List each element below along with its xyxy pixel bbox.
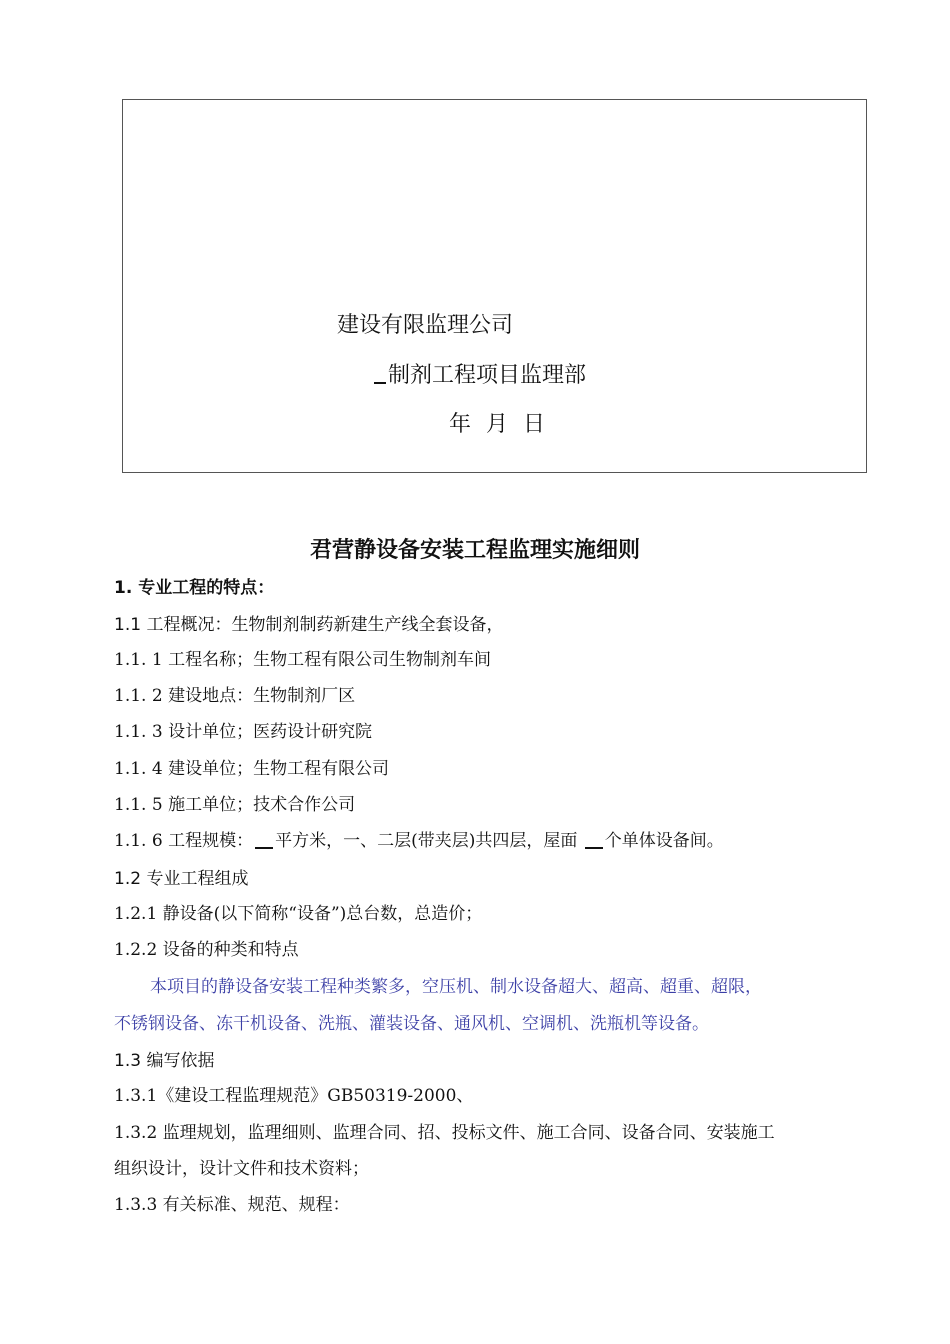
item-1-2-1: 1.2.1 静设备(以下简称“设备”)总台数，总造价； xyxy=(114,904,483,924)
heading-1-2: 1.2 专业工程组成 xyxy=(114,869,249,889)
cover-department xyxy=(374,362,586,390)
item-1-1-2: 1.1. 2 建设地点：生物制剂厂区 xyxy=(114,686,356,706)
item-1-3-2-cont: 组织设计，设计文件和技术资料； xyxy=(114,1159,369,1179)
blank-underline xyxy=(255,829,273,849)
cover-company: 建设有限监理公司 xyxy=(337,313,514,338)
item-1-1-6-end: 个单体设备间。 xyxy=(604,831,724,851)
paragraph-line-2: 不锈钢设备、冻干机设备、洗瓶、灌装设备、通风机、空调机、洗瓶机等设备。 xyxy=(114,1014,709,1034)
item-1-3-3: 1.3.3 有关标准、规范、规程： xyxy=(114,1195,350,1215)
paragraph-line-1: 本项目的静设备安装工程种类繁多，空压机、制水设备超大、超高、超重、超限， xyxy=(150,977,762,997)
item-1-1-6-label: 1.1. 6 工程规模： xyxy=(114,831,254,851)
heading-1: 1. 专业工程的特点： xyxy=(114,578,275,598)
item-1-1-4: 1.1. 4 建设单位；生物工程有限公司 xyxy=(114,759,390,779)
heading-1-3: 1.3 编写依据 xyxy=(114,1051,215,1071)
item-1-3-2: 1.3.2 监理规划，监理细则、监理合同、招、投标文件、施工合同、设备合同、安装施工 xyxy=(114,1123,775,1143)
item-1-3-1: 1.3.1《建设工程监理规范》GB50319-2000、 xyxy=(114,1086,474,1106)
blank-underline xyxy=(374,362,386,384)
item-1-1-6 xyxy=(114,829,724,853)
item-1-1-6-text: 平方米，一、二层(带夹层)共四层，屋面 xyxy=(275,831,583,851)
item-1-1-1: 1.1. 1 工程名称；生物工程有限公司生物制剂车间 xyxy=(114,650,492,670)
cover-department-text: 制剂工程项目监理部 xyxy=(388,363,587,388)
item-1-2-2: 1.2.2 设备的种类和特点 xyxy=(114,940,299,960)
item-1-1-5: 1.1. 5 施工单位；技术合作公司 xyxy=(114,795,356,815)
heading-1-1: 1.1 工程概况：生物制剂制药新建生产线全套设备， xyxy=(114,615,504,635)
document-title: 君营静设备安装工程监理实施细则 xyxy=(309,538,640,563)
item-1-1-3: 1.1. 3 设计单位；医药设计研究院 xyxy=(114,722,373,742)
cover-date: 年 月 日 xyxy=(449,412,545,437)
blank-underline xyxy=(585,829,603,849)
